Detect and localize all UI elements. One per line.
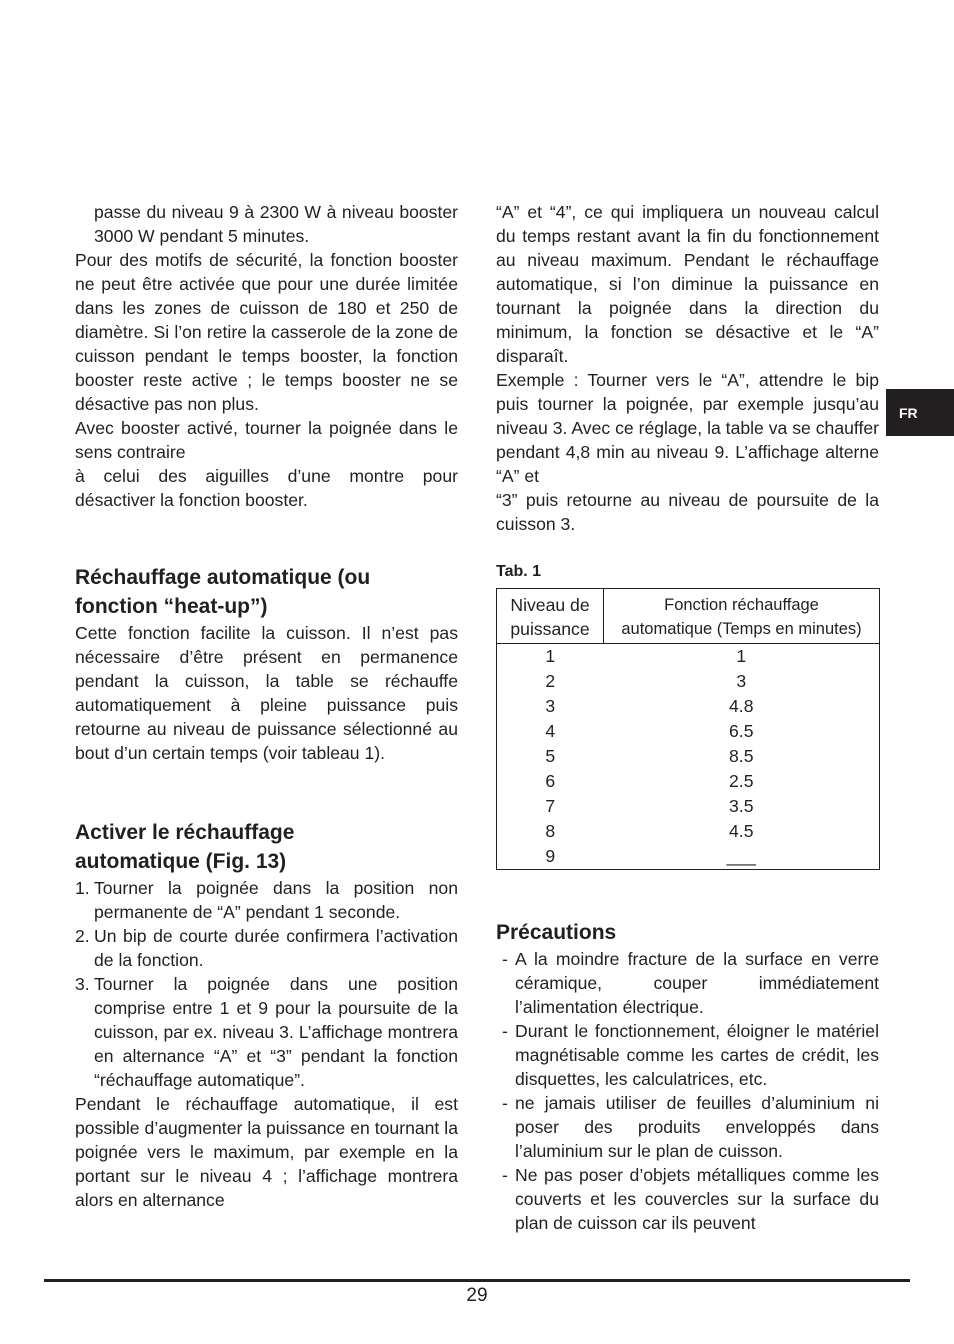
cell-level: 3 (545, 696, 556, 716)
precaution-item (496, 1019, 879, 1091)
heading-heatup-line1: Réchauffage automatique (ou (75, 566, 371, 589)
header-time-line1: Fonction réchauffage (664, 596, 819, 614)
language-tab-fr (886, 389, 954, 436)
cell-time: 8.5 (729, 746, 754, 766)
heading-heatup (75, 563, 458, 621)
table-row (497, 719, 880, 744)
paragraph-booster-1: Avec booster activé, tourner la poignée dans le sens contraire (75, 418, 458, 462)
precaution-text: ne jamais utiliser de feuilles d’aluminium ni poser des produits enveloppés dans l’aluminium sur le plan de cuisson. (515, 1093, 879, 1161)
heading-heatup-line2: fonction “heat-up”) (75, 595, 268, 618)
cell-time: 1 (736, 646, 747, 666)
step-text: Tourner la poignée dans une position comprise entre 1 et 9 pour la poursuite de la cuisson, par ex. niveau 3. L’affichage montrera en alternance “A” et “3” pendant la fonction “réchauffage automatique”. (94, 974, 458, 1090)
precaution-item (496, 947, 879, 1019)
bullet-dash: - (502, 1165, 508, 1185)
language-tab-label: FR (899, 404, 918, 421)
header-level-line1: Niveau de (510, 595, 590, 615)
precaution-text: Ne pas poser d’objets métalliques comme les couverts et les couvercles sur la surface du plan de cuisson car ils peuvent (515, 1165, 879, 1233)
cell-level: 7 (545, 796, 556, 816)
cell-level: 4 (545, 721, 556, 741)
heading-activer-line2: automatique (Fig. 13) (75, 850, 287, 873)
paragraph-securite: Pour des motifs de sécurité, la fonction booster ne peut être activée que pour une durée limitée dans les zones de cuisson de 180 et 250 de diamètre. Si l’on retire la casserole de la zone de cuisson pendant le temps booster, la fonction booster reste active ; le temps booster ne se désactive pas non plus. (75, 250, 458, 414)
step-number: 2. (75, 926, 90, 946)
cell-time: 4.5 (729, 821, 754, 841)
paragraph-exemple-2: “3” puis retourne au niveau de poursuite de la cuisson 3. (496, 490, 879, 534)
precaution-item (496, 1091, 879, 1163)
paragraph-exemple-1: Exemple : Tourner vers le “A”, attendre le bip puis tourner la poignée, par exemple jusqu’au niveau 3. Avec ce réglage, la table va se chauffer pendant 4,8 min au niveau 9. L’affichage alterne “A” et (496, 370, 879, 486)
cell-time: 6.5 (729, 721, 754, 741)
heading-activer-line1: Activer le réchauffage (75, 821, 295, 844)
header-level-line2: puissance (510, 619, 590, 639)
heatup-table (496, 588, 880, 870)
cell-level: 6 (545, 771, 556, 791)
paragraph-booster-2: à celui des aiguilles d’une montre pour désactiver la fonction booster. (75, 466, 458, 510)
step-item (75, 876, 458, 924)
precaution-text: A la moindre fracture de la surface en verre céramique, couper immédiatement l’alimentation électrique. (515, 949, 879, 1017)
cell-time: 3 (736, 671, 747, 691)
cell-level: 1 (545, 646, 556, 666)
precaution-text: Durant le fonctionnement, éloigner le matériel magnétisable comme les cartes de crédit, les disquettes, les calculatrices, etc. (515, 1021, 879, 1089)
table-row (497, 794, 880, 819)
step-item (75, 924, 458, 972)
cell-time: 3.5 (729, 796, 754, 816)
paragraph-pendant: Pendant le réchauffage automatique, il est possible d’augmenter la puissance en tournant la poignée vers le maximum, par exemple en la portant sur le niveau 4 ; l’affichage montrera alors en alternance (75, 1094, 458, 1210)
table-header-time (604, 589, 880, 644)
cell-time: 2.5 (729, 771, 754, 791)
precautions-list (496, 947, 879, 1235)
heading-activer (75, 818, 458, 876)
bullet-dash: - (502, 1093, 508, 1113)
table-row (497, 744, 880, 769)
bullet-dash: - (502, 1021, 508, 1041)
paragraph-continuation: “A” et “4”, ce qui impliquera un nouveau calcul du temps restant avant la fin du fonctionnement au niveau maximum. Pendant le réchauffage automatique, si l’on diminue la puissance en tournant la poignée dans la direction du minimum, la fonction se désactive et le “A” disparaît. (496, 202, 879, 366)
heading-precautions: Précautions (496, 921, 617, 944)
step-number: 1. (75, 878, 90, 898)
cell-level: 2 (545, 671, 556, 691)
table-title: Tab. 1 (496, 563, 542, 580)
table-header-level (497, 589, 604, 644)
bullet-dash: - (502, 949, 508, 969)
table-row (497, 669, 880, 694)
table-row (497, 844, 880, 870)
cell-time: 4.8 (729, 696, 754, 716)
cell-level: 8 (545, 821, 556, 841)
header-time-line2: automatique (Temps en minutes) (621, 620, 862, 638)
activation-steps (75, 876, 458, 1092)
step-text: Tourner la poignée dans la position non permanente de “A” pendant 1 seconde. (94, 878, 458, 922)
cell-time: ___ (726, 846, 756, 866)
right-column (496, 200, 879, 1235)
table-row (497, 769, 880, 794)
paragraph-heatup: Cette fonction facilite la cuisson. Il n’est pas nécessaire d’être présent en permanence pendant la cuisson, la table se réchauffe automatiquement à pleine puissance puis retourne au niveau de puissance sélectionné au bout d’un certain temps (voir tableau 1). (75, 623, 458, 763)
step-number: 3. (75, 974, 90, 994)
step-item (75, 972, 458, 1092)
cell-level: 5 (545, 746, 556, 766)
page-number: 29 (466, 1285, 488, 1306)
cell-level: 9 (545, 846, 556, 866)
intro-continuation: passe du niveau 9 à 2300 W à niveau booster 3000 W pendant 5 minutes. (94, 202, 458, 246)
table-row (497, 819, 880, 844)
table-row (497, 694, 880, 719)
left-column (75, 200, 458, 1212)
table-row (497, 644, 880, 670)
precaution-item (496, 1163, 879, 1235)
footer-rule (44, 1279, 910, 1282)
step-text: Un bip de courte durée confirmera l’activation de la fonction. (94, 926, 458, 970)
